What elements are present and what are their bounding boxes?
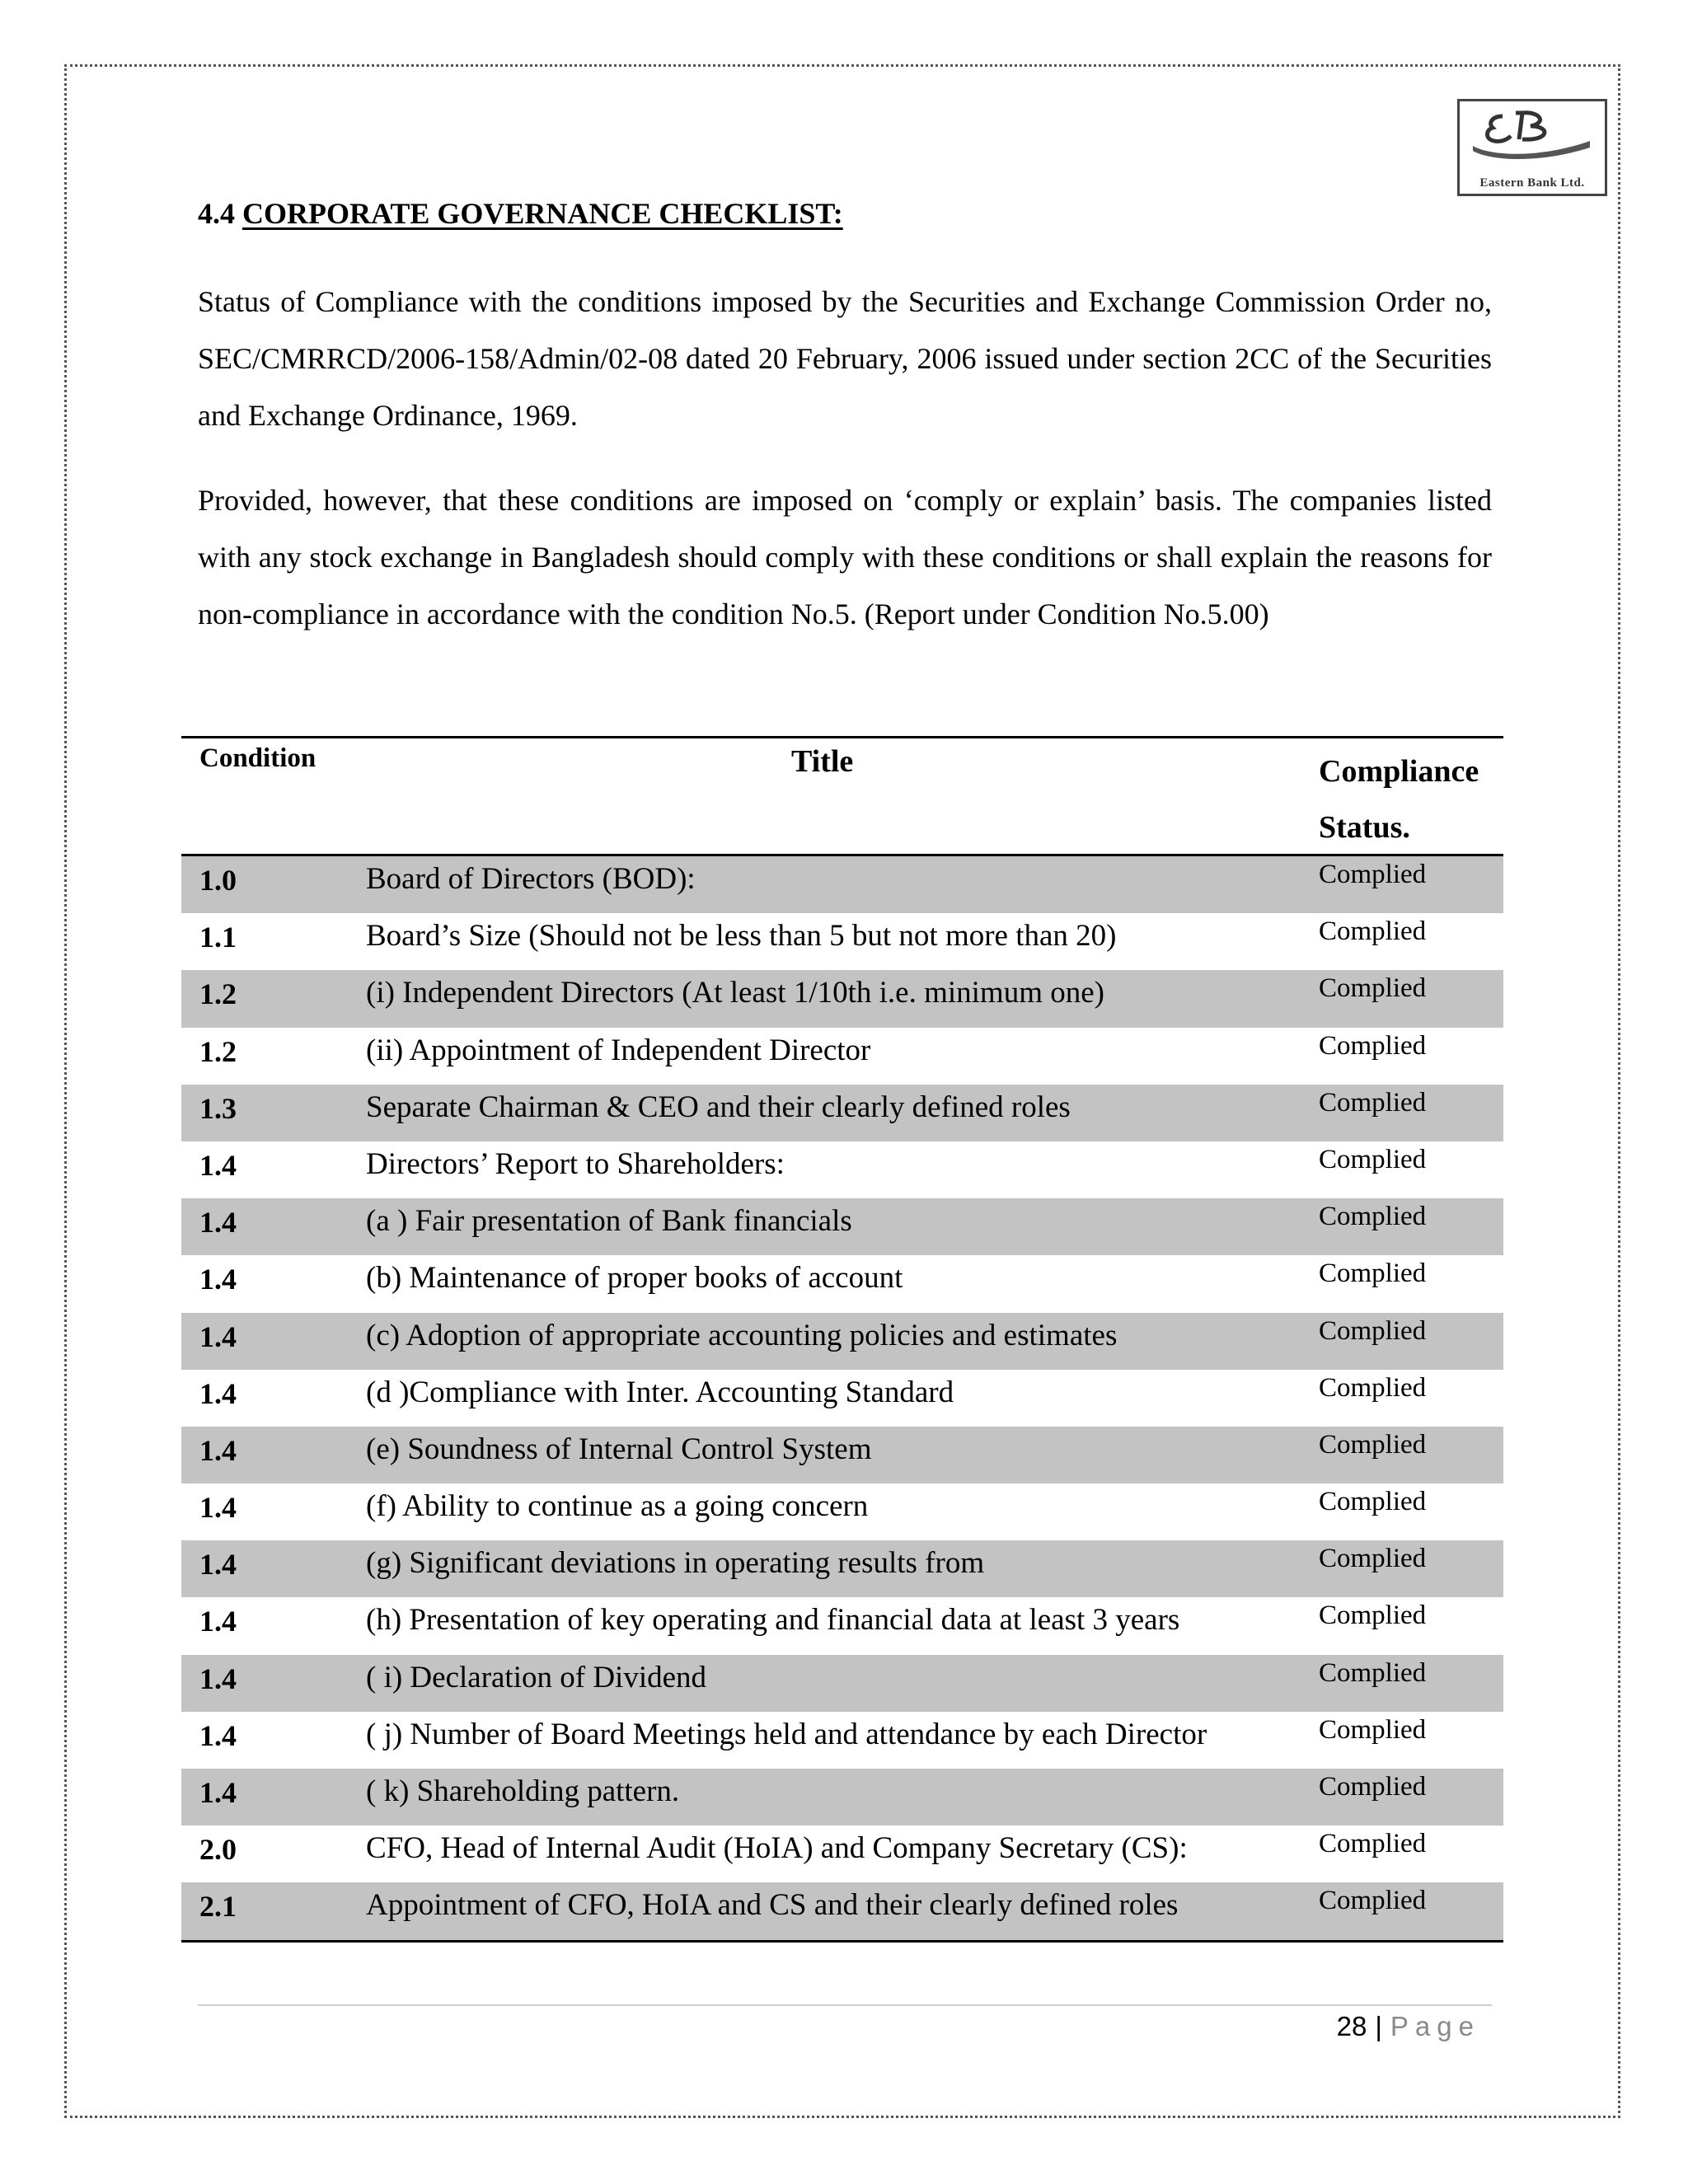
table-row — [181, 856, 1503, 913]
title-cell: Separate Chairman & CEO and their clearly defined roles — [366, 1090, 1071, 1124]
section-title: CORPORATE GOVERNANCE CHECKLIST: — [242, 197, 843, 230]
condition-cell: 1.1 — [199, 921, 237, 954]
title-cell: (f) Ability to continue as a going concern — [366, 1489, 869, 1524]
condition-cell: 1.4 — [199, 1718, 237, 1752]
status-cell: Complied — [1319, 1030, 1427, 1061]
table-row — [181, 1597, 1503, 1654]
status-cell: Complied — [1319, 1886, 1427, 1916]
table-row — [181, 1028, 1503, 1085]
condition-cell: 1.2 — [199, 1034, 237, 1068]
status-cell: Complied — [1319, 1601, 1427, 1631]
section-heading — [198, 196, 843, 231]
section-number: 4.4 — [198, 197, 235, 230]
condition-cell: 1.3 — [199, 1091, 237, 1125]
condition-cell: 1.4 — [199, 1776, 237, 1809]
table-row — [181, 1313, 1503, 1370]
footer-separator: | — [1375, 2011, 1382, 2041]
condition-cell: 1.4 — [199, 1263, 237, 1296]
page-number: 28 — [1336, 2011, 1367, 2041]
condition-cell: 1.4 — [199, 1433, 237, 1467]
title-cell: (e) Soundness of Internal Control System — [366, 1432, 872, 1466]
table-body — [181, 856, 1503, 1940]
title-cell: (b) Maintenance of proper books of account — [366, 1261, 903, 1296]
page-label: Page — [1390, 2011, 1480, 2041]
condition-cell: 1.4 — [199, 1491, 237, 1525]
table-bottom-rule — [181, 1940, 1503, 1943]
title-cell: (a ) Fair presentation of Bank financials — [366, 1204, 852, 1239]
status-cell: Complied — [1319, 973, 1427, 1004]
title-cell: Directors’ Report to Shareholders: — [366, 1146, 785, 1181]
status-cell: Complied — [1319, 1487, 1427, 1517]
status-cell: Complied — [1319, 1144, 1427, 1174]
condition-cell: 1.0 — [199, 864, 237, 897]
header-status-line1: Compliance — [1319, 754, 1479, 789]
table-row — [181, 970, 1503, 1027]
title-cell: (g) Significant deviations in operating results from — [366, 1546, 985, 1581]
footer-divider — [198, 2004, 1492, 2006]
header-status-line2: Status. — [1319, 810, 1410, 845]
condition-cell: 1.4 — [199, 1148, 237, 1182]
status-cell: Complied — [1319, 1429, 1427, 1460]
table-row — [181, 1370, 1503, 1427]
condition-cell: 2.1 — [199, 1890, 237, 1924]
table-row — [181, 1655, 1503, 1712]
table-row — [181, 913, 1503, 970]
condition-cell: 1.2 — [199, 977, 237, 1011]
status-cell: Complied — [1319, 1258, 1427, 1289]
title-cell: (c) Adoption of appropriate accounting policies and estimates — [366, 1318, 1118, 1352]
table-header — [181, 738, 1503, 854]
status-cell: Complied — [1319, 1544, 1427, 1574]
condition-cell: 1.4 — [199, 1548, 237, 1582]
title-cell: (ii) Appointment of Independent Director — [366, 1033, 871, 1067]
status-cell: Complied — [1319, 1714, 1427, 1745]
intro-paragraph: Status of Compliance with the conditions imposed by the Securities and Exchange Commission Order no, SEC/CMRRCD/2006-158/Admin/02-08 dated 20 February, 2006 issued under section 2CC of the Securities and Exchange Ordinance, 1969. — [198, 285, 1492, 432]
logo-text: Eastern Bank Ltd. — [1479, 176, 1585, 190]
title-cell: Appointment of CFO, HoIA and CS and their clearly defined roles — [366, 1888, 1179, 1923]
status-cell: Complied — [1319, 1202, 1427, 1232]
title-cell: (d )Compliance with Inter. Accounting Standard — [366, 1375, 954, 1409]
page-footer — [1337, 2011, 1480, 2042]
title-cell: (i) Independent Directors (At least 1/10th i.e. minimum one) — [366, 976, 1104, 1010]
title-cell: ( i) Declaration of Dividend — [366, 1660, 707, 1694]
header-title: Title — [791, 744, 854, 779]
title-cell: ( k) Shareholding pattern. — [366, 1774, 680, 1808]
status-cell: Complied — [1319, 1315, 1427, 1346]
table-row — [181, 1198, 1503, 1255]
table-row — [181, 1483, 1503, 1540]
status-cell: Complied — [1319, 1372, 1427, 1403]
condition-cell: 2.0 — [199, 1833, 237, 1867]
title-cell: Board of Directors (BOD): — [366, 862, 696, 896]
table-row — [181, 1769, 1503, 1825]
status-cell: Complied — [1319, 916, 1427, 947]
table-row — [181, 1540, 1503, 1597]
table-row — [181, 1427, 1503, 1483]
status-cell: Complied — [1319, 1657, 1427, 1688]
status-cell: Complied — [1319, 1829, 1427, 1859]
table-row — [181, 1141, 1503, 1198]
header-condition: Condition — [199, 743, 316, 773]
status-cell: Complied — [1319, 860, 1427, 889]
compliance-table — [181, 736, 1503, 1943]
status-cell: Complied — [1319, 1087, 1427, 1118]
condition-cell: 1.4 — [199, 1206, 237, 1240]
header-compliance-status — [1319, 743, 1500, 855]
table-row — [181, 1255, 1503, 1312]
table-row — [181, 1712, 1503, 1769]
title-cell: (h) Presentation of key operating and financial data at least 3 years — [366, 1603, 1180, 1638]
title-cell: Board’s Size (Should not be less than 5 but not more than 20) — [366, 919, 1117, 954]
condition-cell: 1.4 — [199, 1319, 237, 1353]
title-cell: CFO, Head of Internal Audit (HoIA) and Company Secretary (CS): — [366, 1831, 1188, 1866]
bank-logo — [1457, 99, 1607, 196]
status-cell: Complied — [1319, 1772, 1427, 1802]
proviso-paragraph: Provided, however, that these conditions are imposed on ‘comply or explain’ basis. The companies listed with any stock exchange in Bangladesh should comply with these conditions or shall explain the reasons for non-compliance in accordance with the condition No.5. (Report under Condition No.5.00) — [198, 484, 1492, 630]
table-row — [181, 1085, 1503, 1141]
eb-logo-icon — [1465, 105, 1600, 172]
condition-cell: 1.4 — [199, 1661, 237, 1695]
table-row — [181, 1825, 1503, 1882]
title-cell: ( j) Number of Board Meetings held and attendance by each Director — [366, 1717, 1207, 1751]
condition-cell: 1.4 — [199, 1376, 237, 1410]
condition-cell: 1.4 — [199, 1605, 237, 1638]
table-row — [181, 1882, 1503, 1939]
